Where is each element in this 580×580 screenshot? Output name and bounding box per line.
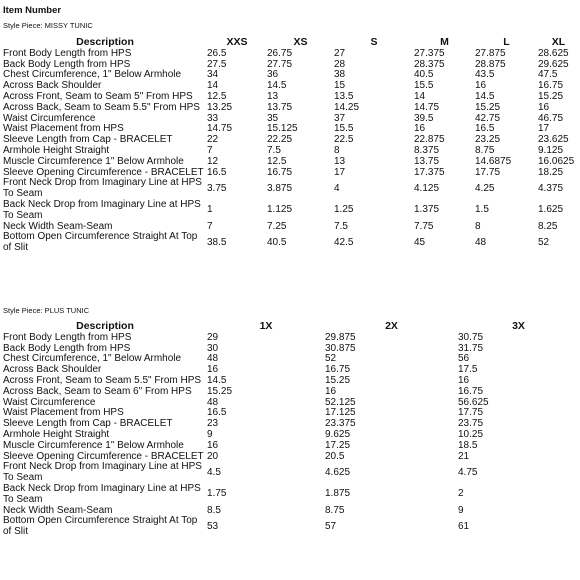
table-row [3, 387, 579, 398]
row-description: Sleeve Opening Circumference - BRACELET [3, 450, 204, 462]
row-value: 53 [207, 520, 219, 532]
row-value: 7 [207, 144, 213, 156]
row-value: 9 [207, 428, 213, 440]
row-description: Armhole Height Straight [3, 428, 110, 440]
row-value: 28.375 [414, 58, 445, 70]
row-value: 31.75 [458, 342, 484, 354]
row-value: 17.125 [325, 407, 356, 419]
row-value: 3.75 [207, 182, 227, 194]
row-value: 1.75 [207, 488, 227, 500]
row-value: 17.25 [325, 439, 351, 451]
row-value: 4.125 [414, 182, 440, 194]
row-value: 20.5 [325, 450, 345, 462]
row-value: 15.5 [334, 123, 354, 135]
row-value: 27.375 [414, 47, 445, 59]
row-value: 16 [207, 364, 219, 376]
plus-col-3x: 3X [512, 320, 525, 332]
row-description: Front Neck Drop from Imaginary Line at HPS To Seam [3, 177, 202, 200]
row-value: 14.25 [334, 101, 360, 113]
row-value: 8.375 [414, 144, 440, 156]
row-description: Back Body Length from HPS [3, 342, 131, 354]
missy-col-xl: XL [551, 36, 566, 48]
row-value: 16 [538, 101, 550, 113]
plus-spec-table [3, 321, 579, 538]
row-value: 17.75 [458, 407, 484, 419]
row-description: Waist Placement from HPS [3, 123, 124, 135]
row-value: 16.75 [458, 385, 484, 397]
row-description: Muscle Circumference 1" Below Armhole [3, 155, 184, 167]
row-value: 8.75 [475, 144, 495, 156]
row-value: 23.625 [538, 134, 569, 146]
row-value: 13.75 [414, 155, 440, 167]
row-value: 22.875 [414, 134, 445, 146]
row-value: 13.25 [207, 101, 233, 113]
row-value: 16.0625 [538, 155, 575, 167]
row-value: 30 [207, 342, 219, 354]
row-value: 61 [458, 520, 470, 532]
row-value: 16 [475, 80, 487, 92]
plus-style-label: Style Piece: PLUS TUNIC [3, 306, 90, 315]
row-value: 16.5 [207, 407, 227, 419]
row-value: 2 [458, 488, 464, 500]
row-value: 16.75 [325, 364, 351, 376]
row-value: 14.5 [475, 90, 495, 102]
row-value: 52 [538, 236, 550, 248]
row-description: Chest Circumference, 1" Below Armhole [3, 353, 182, 365]
row-description: Neck Width Seam-Seam [3, 504, 113, 516]
missy-col-description: Description [76, 36, 134, 48]
row-value: 14.75 [414, 101, 440, 113]
row-value: 42.75 [475, 112, 501, 124]
row-value: 1.875 [325, 488, 351, 500]
table-row [3, 333, 579, 344]
row-value: 7.75 [414, 220, 434, 232]
row-value: 16 [207, 439, 219, 451]
row-description: Chest Circumference, 1" Below Armhole [3, 69, 182, 81]
row-description: Across Front, Seam to Seam 5.5" From HPS [3, 374, 202, 386]
row-description: Waist Circumference [3, 396, 96, 408]
table-row [3, 200, 579, 222]
missy-table-body [3, 49, 579, 254]
row-value: 13.5 [334, 90, 354, 102]
row-value: 16.75 [538, 80, 564, 92]
table-row [3, 49, 579, 60]
row-value: 8 [334, 144, 340, 156]
row-value: 17 [334, 166, 346, 178]
row-description: Armhole Height Straight [3, 144, 110, 156]
row-value: 35 [267, 112, 279, 124]
row-value: 38 [334, 69, 346, 81]
row-value: 27.75 [267, 58, 293, 70]
row-value: 15 [334, 80, 346, 92]
missy-col-xs: XS [293, 36, 308, 48]
row-value: 16 [325, 385, 337, 397]
row-description: Bottom Open Circumference Straight At Top of Slit [3, 231, 198, 254]
table-row [3, 232, 579, 254]
row-value: 27.875 [475, 47, 506, 59]
row-value: 16 [414, 123, 426, 135]
row-value: 9 [458, 504, 464, 516]
row-value: 29 [207, 331, 219, 343]
row-value: 15.25 [207, 385, 233, 397]
row-value: 18.5 [458, 439, 478, 451]
row-description: Waist Circumference [3, 112, 96, 124]
row-value: 48 [207, 396, 219, 408]
row-description: Across Back, Seam to Seam 5.5" From HPS [3, 101, 200, 113]
row-description: Back Neck Drop from Imaginary Line at HPS To Seam [3, 482, 201, 505]
row-value: 1.125 [267, 204, 293, 216]
table-row [3, 103, 579, 114]
row-value: 15.25 [475, 101, 501, 113]
row-value: 17.75 [475, 166, 501, 178]
row-value: 12.5 [207, 90, 227, 102]
row-value: 17 [538, 123, 550, 135]
row-value: 52.125 [325, 396, 356, 408]
row-value: 52 [325, 353, 337, 365]
row-value: 10.25 [458, 428, 484, 440]
row-value: 40.5 [414, 69, 434, 81]
row-value: 39.5 [414, 112, 434, 124]
row-description: Sleeve Length from Cap - BRACELET [3, 134, 173, 146]
row-value: 37 [334, 112, 346, 124]
row-value: 57 [325, 520, 337, 532]
row-value: 16.5 [207, 166, 227, 178]
row-value: 8.75 [325, 504, 345, 516]
row-description: Waist Placement from HPS [3, 407, 124, 419]
row-description: Neck Width Seam-Seam [3, 220, 113, 232]
row-value: 43.5 [475, 69, 495, 81]
row-value: 23 [207, 418, 219, 430]
row-value: 14.6875 [475, 155, 512, 167]
row-description: Back Neck Drop from Imaginary Line at HPS To Seam [3, 198, 201, 221]
row-value: 4.75 [458, 466, 478, 478]
row-value: 20 [207, 450, 219, 462]
row-value: 30.75 [458, 331, 484, 343]
table-row [3, 484, 579, 506]
row-value: 46.75 [538, 112, 564, 124]
row-value: 36 [267, 69, 279, 81]
row-value: 18.25 [538, 166, 564, 178]
row-value: 22.5 [334, 134, 354, 146]
row-value: 12.5 [267, 155, 287, 167]
row-value: 40.5 [267, 236, 287, 248]
row-value: 1.25 [334, 204, 354, 216]
row-value: 4.625 [325, 466, 351, 478]
table-row [3, 441, 579, 452]
row-description: Front Neck Drop from Imaginary Line at HPS To Seam [3, 461, 202, 484]
row-value: 13 [334, 155, 346, 167]
row-value: 47.5 [538, 69, 558, 81]
row-value: 45 [414, 236, 426, 248]
plus-col-1x: 1X [259, 320, 273, 332]
row-description: Across Front, Seam to Seam 5" From HPS [3, 90, 193, 102]
row-value: 14 [414, 90, 426, 102]
row-description: Front Body Length from HPS [3, 331, 132, 343]
table-row [3, 178, 579, 200]
row-value: 22.25 [267, 134, 293, 146]
row-value: 48 [475, 236, 487, 248]
row-value: 7 [207, 220, 213, 232]
row-description: Across Back Shoulder [3, 364, 102, 376]
row-value: 28.875 [475, 58, 506, 70]
row-value: 14 [207, 80, 219, 92]
row-value: 4.25 [475, 182, 495, 194]
missy-spec-table [3, 37, 579, 254]
row-value: 15.5 [414, 80, 434, 92]
row-value: 15.125 [267, 123, 298, 135]
row-value: 33 [207, 112, 219, 124]
row-value: 17.5 [458, 364, 478, 376]
row-value: 29.875 [325, 331, 356, 343]
row-description: Muscle Circumference 1" Below Armhole [3, 439, 184, 451]
row-value: 4 [334, 182, 340, 194]
row-value: 48 [207, 353, 219, 365]
row-value: 26.5 [207, 47, 227, 59]
row-value: 16 [458, 374, 470, 386]
row-value: 56.625 [458, 396, 489, 408]
row-value: 21 [458, 450, 470, 462]
row-value: 1.5 [475, 204, 489, 216]
row-value: 30.875 [325, 342, 356, 354]
row-value: 56 [458, 353, 470, 365]
missy-style-label: Style Piece: MISSY TUNIC [3, 21, 93, 30]
row-value: 4.375 [538, 182, 564, 194]
row-value: 8.5 [207, 504, 221, 516]
plus-table-body [3, 333, 579, 538]
item-number-heading: Item Number [3, 5, 62, 16]
row-value: 13.75 [267, 101, 293, 113]
row-value: 12 [207, 155, 219, 167]
row-value: 23.375 [325, 418, 356, 430]
row-description: Back Body Length from HPS [3, 58, 131, 70]
row-value: 15.25 [325, 374, 351, 386]
row-description: Sleeve Length from Cap - BRACELET [3, 418, 173, 430]
row-value: 23.25 [475, 134, 501, 146]
row-value: 14.5 [207, 374, 227, 386]
row-value: 27.5 [207, 58, 227, 70]
row-value: 9.125 [538, 144, 564, 156]
row-description: Sleeve Opening Circumference - BRACELET [3, 166, 204, 178]
row-description: Bottom Open Circumference Straight At Top of Slit [3, 515, 198, 538]
row-value: 14.75 [207, 123, 233, 135]
row-value: 26.75 [267, 47, 293, 59]
row-value: 22 [207, 134, 219, 146]
table-row [3, 462, 579, 484]
plus-col-2x: 2X [385, 320, 398, 332]
row-value: 28.625 [538, 47, 569, 59]
row-value: 7.5 [267, 144, 281, 156]
row-description: Front Body Length from HPS [3, 47, 132, 59]
row-value: 9.625 [325, 428, 351, 440]
row-value: 42.5 [334, 236, 354, 248]
missy-col-xxs: XXS [226, 36, 248, 48]
missy-col-s: S [370, 36, 378, 48]
row-description: Across Back, Seam to Seam 6" From HPS [3, 385, 192, 397]
row-value: 34 [207, 69, 219, 81]
row-value: 38.5 [207, 236, 227, 248]
row-value: 8.25 [538, 220, 558, 232]
missy-col-l: L [503, 36, 510, 48]
row-value: 3.875 [267, 182, 293, 194]
row-value: 16.5 [475, 123, 495, 135]
row-value: 17.375 [414, 166, 445, 178]
row-value: 14.5 [267, 80, 287, 92]
row-value: 1.625 [538, 204, 564, 216]
row-value: 16.75 [267, 166, 293, 178]
row-value: 13 [267, 90, 279, 102]
table-row [3, 157, 579, 168]
row-value: 7.25 [267, 220, 287, 232]
row-value: 7.5 [334, 220, 348, 232]
row-value: 1 [207, 204, 213, 216]
row-value: 27 [334, 47, 346, 59]
row-value: 23.75 [458, 418, 484, 430]
row-value: 29.625 [538, 58, 569, 70]
missy-col-m: M [440, 36, 449, 48]
row-value: 15.25 [538, 90, 564, 102]
plus-col-description: Description [76, 320, 134, 332]
row-value: 8 [475, 220, 481, 232]
table-row [3, 516, 579, 538]
row-value: 4.5 [207, 466, 221, 478]
row-value: 1.375 [414, 204, 440, 216]
row-value: 28 [334, 58, 346, 70]
row-description: Across Back Shoulder [3, 80, 102, 92]
